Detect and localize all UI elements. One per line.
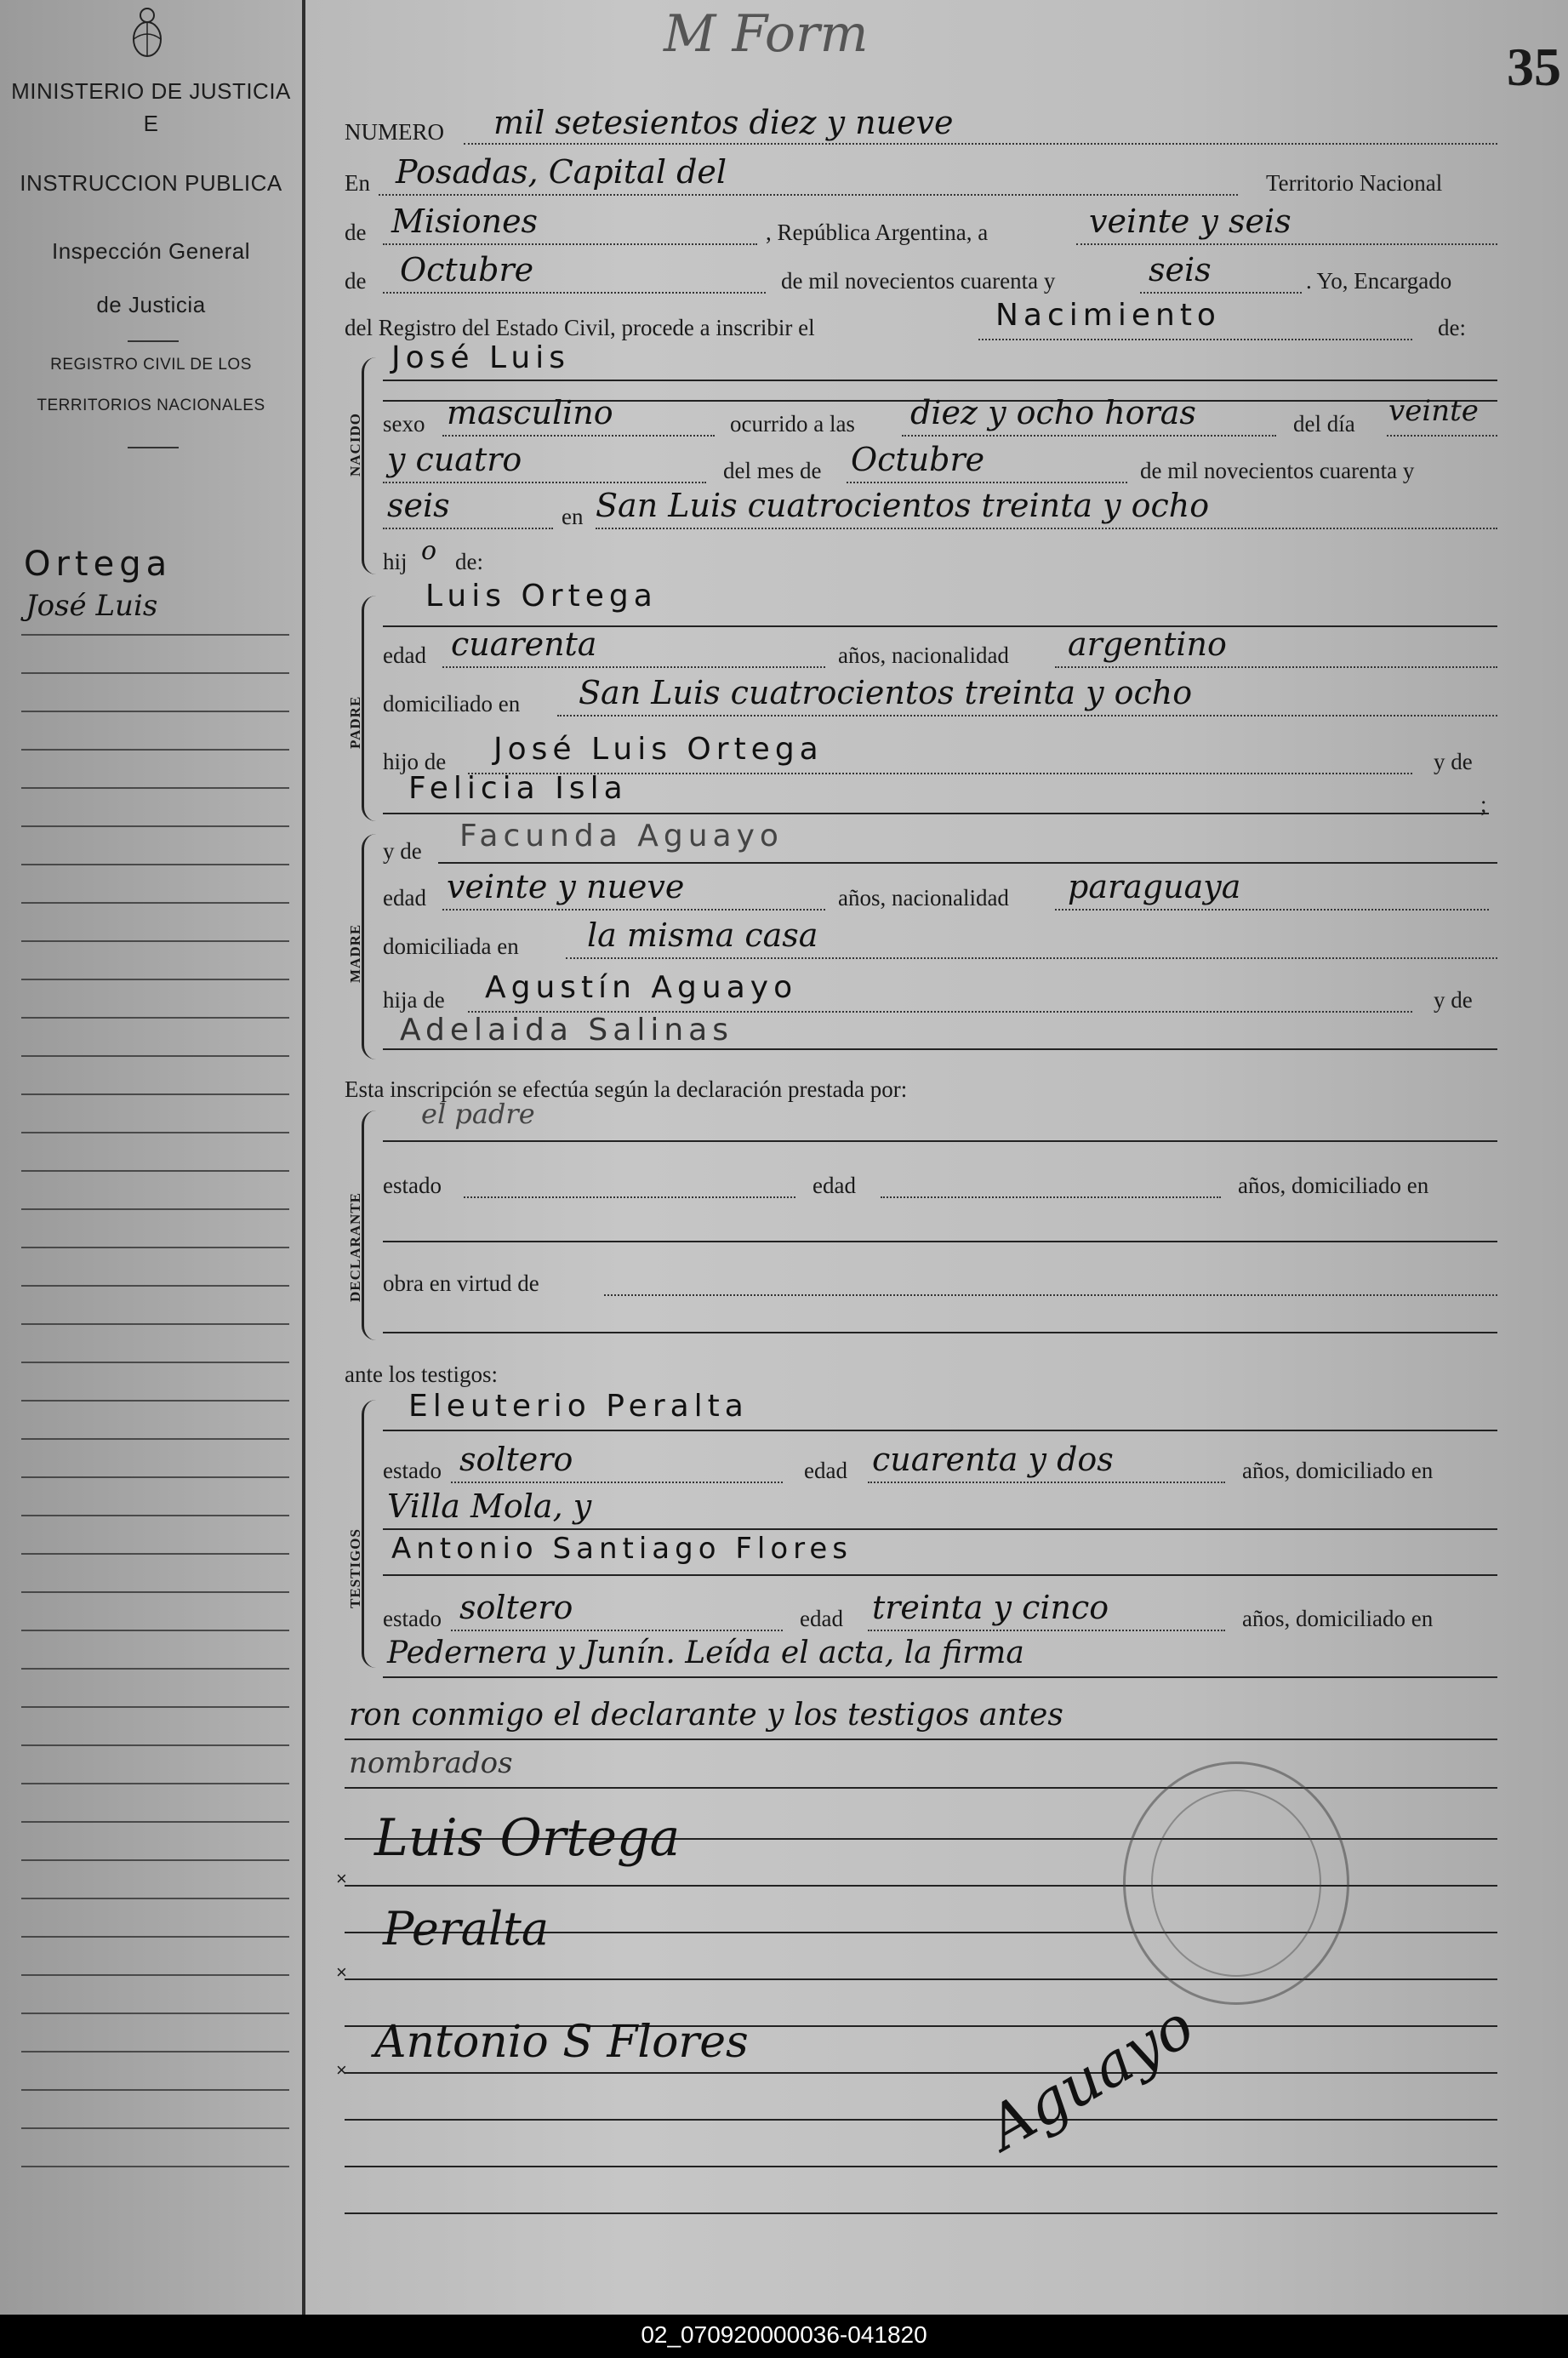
dia-nac-line	[1387, 435, 1497, 437]
signature-rule-7	[345, 2119, 1497, 2121]
declarante-dom-label: años, domiciliado en	[1238, 1173, 1429, 1198]
padre-edad-value: cuarenta	[451, 625, 597, 663]
signature-x-1: ×	[336, 1868, 347, 1889]
padre-y-de-label: y de	[1434, 749, 1473, 774]
madre-edad-value: veinte y nueve	[447, 868, 685, 905]
del-mes-label: del mes de	[723, 458, 822, 483]
dia-nac-value-2: y cuatro	[387, 441, 522, 478]
testigo1-dom-line	[383, 1528, 1497, 1530]
anio-value: seis	[1149, 251, 1212, 288]
dia-nac-line-2	[383, 482, 706, 483]
signature-officer: Aguayo	[976, 1990, 1206, 2164]
signature-x-3: ×	[336, 2059, 347, 2081]
testigo2-edad-label: edad	[800, 1606, 843, 1631]
registry-line-1: REGISTRO CIVIL DE LOS	[50, 356, 252, 374]
en-label: En	[345, 170, 370, 196]
dia-line	[1076, 243, 1497, 245]
anio-label: de mil novecientos cuarenta y	[781, 268, 1056, 294]
madre-hija-de-label: hija de	[383, 987, 445, 1013]
de2-label: de	[345, 268, 367, 294]
lugar-value: San Luis cuatrocientos treinta y ocho	[596, 487, 1210, 524]
testigo2-dom-value: Pedernera y Junín. Leída el acta, la firma	[387, 1636, 1024, 1670]
madre-nombre-line	[438, 862, 1497, 864]
registro-label: del Registro del Estado Civil, procede a inscribir el	[345, 315, 815, 340]
madre-y-de-label: y de	[1434, 987, 1473, 1013]
madre-dom-value: la misma casa	[587, 916, 818, 954]
testigo1-dom-label: años, domiciliado en	[1242, 1458, 1434, 1483]
testigo2-dom-label: años, domiciliado en	[1242, 1606, 1434, 1631]
testigo1-estado-label: estado	[383, 1458, 442, 1483]
madre-dom-line	[566, 957, 1497, 959]
hijo-de-label: de:	[455, 549, 483, 574]
cierre-line-2: nombrados	[349, 1746, 513, 1780]
sidebar-divider-2	[128, 447, 179, 448]
de-label: de	[345, 220, 367, 245]
mes-nac-value: Octubre	[851, 441, 985, 478]
numero-line	[464, 143, 1497, 145]
testigo1-edad-value: cuarenta y dos	[872, 1441, 1114, 1478]
cierre-rule-2	[345, 1787, 1497, 1789]
declarante-estado-line	[464, 1196, 795, 1198]
declarante-section-label: DECLARANTE	[347, 1191, 363, 1302]
de3-label: de:	[1438, 315, 1466, 340]
signature-luis-ortega: Luis Ortega	[374, 1808, 681, 1868]
testigos-section-label: TESTIGOS	[347, 1528, 363, 1608]
sexo-label: sexo	[383, 411, 425, 437]
mes-line	[383, 292, 766, 294]
testigo1-edad-line	[868, 1482, 1225, 1483]
hij-value: o	[421, 536, 437, 566]
dia-value: veinte y seis	[1089, 203, 1291, 240]
yo-label: . Yo, Encargado	[1306, 268, 1452, 294]
signature-x-2: ×	[336, 1961, 347, 1983]
numero-value: mil setesientos diez y nueve	[493, 104, 954, 141]
declarante-nombre-line	[383, 1140, 1497, 1142]
hora-value: diez y ocho horas	[910, 394, 1196, 431]
sexo-line	[442, 435, 715, 437]
testigo1-estado-value: soltero	[459, 1441, 573, 1478]
testigo2-estado-line	[451, 1630, 783, 1631]
testigo2-nombre: Antonio Santiago Flores	[391, 1532, 852, 1566]
dia-nac-value: veinte	[1388, 394, 1479, 428]
anio-line	[1140, 292, 1302, 294]
nacido-nombre: José Luis	[391, 340, 570, 375]
testigo2-edad-value: treinta y cinco	[872, 1589, 1109, 1626]
anio-nac-line	[383, 528, 553, 529]
hora-line	[902, 435, 1276, 437]
signature-rule-9	[345, 2212, 1497, 2214]
signature-rule-8	[345, 2166, 1497, 2167]
madre-edad-line	[442, 909, 825, 911]
ministry-line-1: MINISTERIO DE JUSTICIA	[11, 78, 291, 104]
file-id-caption: 02_070920000036-041820	[641, 2321, 927, 2348]
padre-edad-line	[442, 666, 825, 668]
testigos-label: ante los testigos:	[345, 1362, 498, 1387]
testigo2-estado-label: estado	[383, 1606, 442, 1631]
padre-nombre: Luis Ortega	[425, 579, 658, 614]
padre-padre-nombre: José Luis Ortega	[493, 732, 824, 767]
lugar-label: en	[562, 504, 584, 529]
territorio-label: Territorio Nacional	[1266, 170, 1443, 196]
hij-label: hij	[383, 549, 408, 574]
margin-ruled-lines	[21, 634, 289, 2204]
signature-antonio-flores: Antonio S Flores	[374, 2017, 749, 2068]
declaracion-label: Esta inscripción se efectúa según la declaración prestada por:	[345, 1076, 908, 1102]
testigo1-nombre-line	[383, 1430, 1497, 1431]
en-value: Posadas, Capital del	[396, 153, 727, 191]
padre-hijo-de-label: hijo de	[383, 749, 447, 774]
ministry-line-2: E	[143, 111, 159, 136]
en-line	[379, 194, 1238, 196]
madre-edad-label: edad	[383, 885, 426, 911]
margin-given-names: José Luis	[26, 589, 158, 623]
madre-section-label: MADRE	[347, 923, 363, 983]
padre-dom-label: domiciliado en	[383, 691, 521, 717]
padre-nac-value: argentino	[1068, 625, 1227, 663]
padre-semicolon: ;	[1480, 791, 1487, 817]
obra-line	[604, 1294, 1497, 1296]
anio-nac-value: seis	[387, 487, 450, 524]
testigo2-edad-line	[868, 1630, 1225, 1631]
padre-edad-label: edad	[383, 642, 426, 668]
padre-dom-value: San Luis cuatrocientos treinta y ocho	[579, 674, 1193, 711]
sidebar-divider	[128, 340, 179, 342]
declarante-edad-label: edad	[813, 1173, 856, 1198]
madre-nombre: Facunda Aguayo	[459, 819, 784, 854]
signature-peralta: Peralta	[383, 1902, 550, 1955]
nacido-section-label: NACIDO	[347, 413, 363, 477]
inspection-line-2: de Justicia	[96, 292, 206, 317]
sexo-value: masculino	[447, 394, 613, 431]
acto-line	[978, 339, 1412, 340]
padre-dom-line	[557, 715, 1497, 717]
nacido-nombre-line	[383, 380, 1497, 381]
padre-section-label: PADRE	[347, 695, 363, 749]
signature-rule-6	[345, 2072, 1497, 2074]
madre-padre-nombre: Agustín Aguayo	[485, 970, 798, 1005]
padre-nac-line	[1055, 666, 1497, 668]
official-seal-stamp	[1123, 1761, 1349, 2005]
madre-yde-label: y de	[383, 838, 422, 864]
madre-madre-nombre: Adelaida Salinas	[400, 1013, 733, 1048]
mes-value: Octubre	[400, 251, 534, 288]
republica-label: , República Argentina, a	[766, 220, 989, 245]
ocurrido-label: ocurrido a las	[730, 411, 855, 437]
registry-line-2: TERRITORIOS NACIONALES	[37, 397, 265, 414]
testigo1-estado-line	[451, 1482, 783, 1483]
top-handwritten-note: M Form	[664, 4, 869, 64]
inspection-line-1: Inspección General	[51, 238, 251, 264]
ministry-line-3: INSTRUCCION PUBLICA	[20, 170, 282, 196]
padre-madre-nombre: Felicia Isla	[408, 771, 628, 806]
madre-nac-value: paraguaya	[1068, 868, 1241, 905]
padre-nac-label: años, nacionalidad	[838, 642, 1009, 668]
acto-value: Nacimiento	[995, 298, 1221, 333]
declarante-edad-line	[881, 1196, 1221, 1198]
de-line	[383, 243, 757, 245]
declarante-dom-line	[383, 1241, 1497, 1242]
cierre-rule-1	[345, 1739, 1497, 1740]
obra-label: obra en virtud de	[383, 1270, 539, 1296]
madre-nac-label: años, nacionalidad	[838, 885, 1009, 911]
madre-dom-label: domiciliada en	[383, 933, 519, 959]
numero-label: NUMERO	[345, 119, 445, 145]
signature-rule-4	[345, 1978, 1497, 1980]
anio-nac-label: de mil novecientos cuarenta y	[1140, 458, 1415, 483]
testigo2-estado-value: soltero	[459, 1589, 573, 1626]
mes-nac-line	[847, 482, 1127, 483]
margin-surname: Ortega	[24, 545, 173, 584]
madre-madre-line	[383, 1048, 1497, 1050]
obra-line-2	[383, 1332, 1497, 1333]
cierre-line-1: ron conmigo el declarante y los testigos antes	[349, 1698, 1063, 1733]
declarante-estado-label: estado	[383, 1173, 442, 1198]
testigo1-nombre: Eleuterio Peralta	[408, 1389, 749, 1424]
madre-nac-line	[1055, 909, 1489, 911]
lugar-line	[596, 528, 1497, 529]
testigo1-edad-label: edad	[804, 1458, 847, 1483]
page-number: 35	[1507, 37, 1561, 97]
de-value: Misiones	[391, 203, 539, 240]
left-margin-column	[0, 0, 305, 2315]
del-dia-label: del día	[1293, 411, 1355, 437]
testigo2-dom-line	[383, 1676, 1497, 1678]
declarante-nombre: el padre	[421, 1098, 535, 1130]
testigo1-dom-value: Villa Mola, y	[387, 1487, 592, 1525]
coat-of-arms-emblem	[126, 3, 168, 63]
padre-madre-line	[383, 813, 1489, 814]
testigo2-nombre-line	[383, 1574, 1497, 1576]
